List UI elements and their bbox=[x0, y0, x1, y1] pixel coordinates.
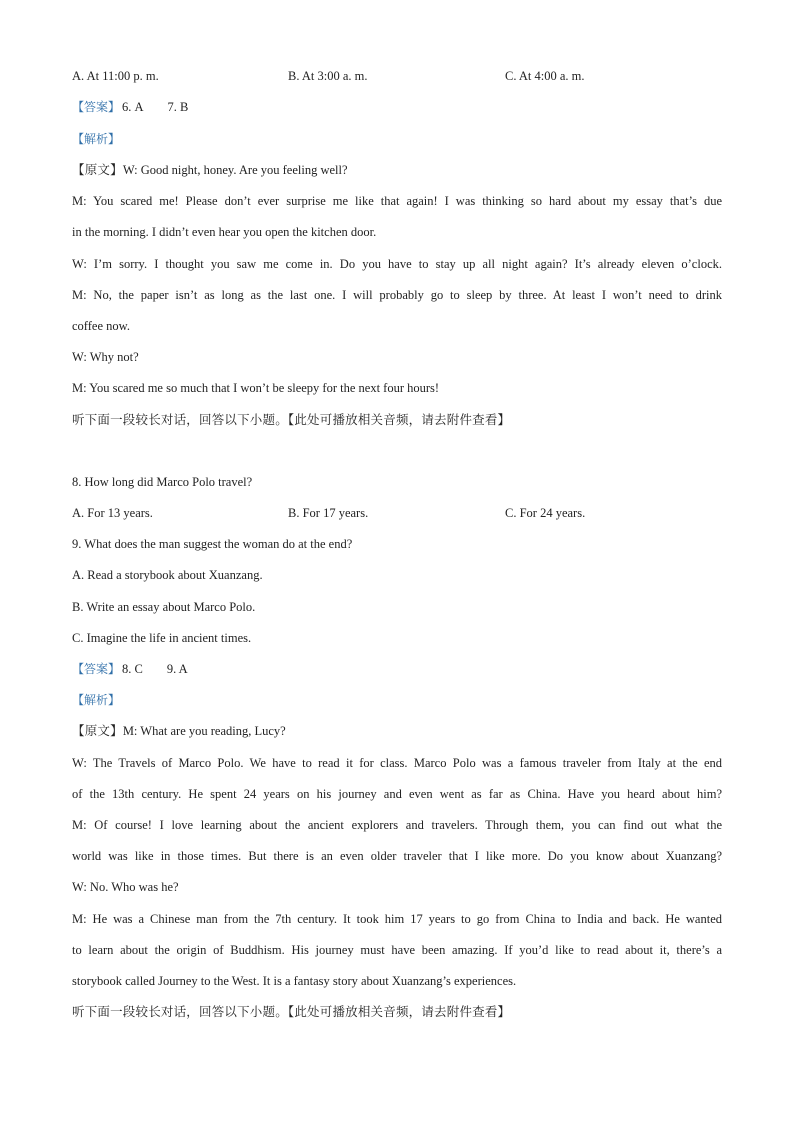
listening-instruction-2: 听下面一段较长对话，回答以下小题。【此处可播放相关音频，请去附件查看】 bbox=[72, 1004, 511, 1019]
transcript-2-line-3: of the 13th century. He spent 24 years on his journey and even went as far as China. Have you heard about him? bbox=[72, 787, 722, 801]
transcript-text: W: Good night, honey. Are you feeling well? bbox=[122, 163, 348, 177]
q7-option-b: B. At 3:00 a. m. bbox=[288, 69, 368, 83]
transcript-2-line-7: M: He was a Chinese man from the 7th century. It took him 17 years to go from China to India and back. He wanted bbox=[72, 912, 722, 926]
transcript-1-line-8: M: You scared me so much that I won’t be sleepy for the next four hours! bbox=[72, 381, 440, 395]
transcript-2-line-8: to learn about the origin of Buddhism. His journey must have been amazing. If you’d like to read about it, there’s a bbox=[72, 943, 722, 957]
transcript-1-line-4: W: I’m sorry. I thought you saw me come in. Do you have to stay up all night again? It’s already eleven o’clock. bbox=[72, 257, 722, 271]
analysis-tag-1 bbox=[72, 131, 722, 147]
answer-tag: 【答案】 bbox=[72, 662, 121, 676]
analysis-tag-2 bbox=[72, 692, 722, 708]
q8-question: 8. How long did Marco Polo travel? bbox=[72, 475, 253, 489]
q8-option-c: C. For 24 years. bbox=[505, 506, 586, 520]
q8-option-b: B. For 17 years. bbox=[288, 506, 369, 520]
listening-instruction-1: 听下面一段较长对话，回答以下小题。【此处可播放相关音频，请去附件查看】 bbox=[72, 412, 511, 427]
analysis-label: 【解析】 bbox=[72, 132, 121, 146]
transcript-2-line-6: W: No. Who was he? bbox=[72, 880, 179, 894]
original-tag: 【原文】 bbox=[72, 162, 123, 177]
transcript-2-line-9: storybook called Journey to the West. It is a fantasy story about Xuanzang’s experiences. bbox=[72, 974, 517, 988]
q9-option-c: C. Imagine the life in ancient times. bbox=[72, 631, 252, 645]
answer-value-7: 7. B bbox=[167, 100, 189, 114]
transcript-1-line-5: M: No, the paper isn’t as long as the last one. I will probably go to sleep by three. At least I won’t need to drink bbox=[72, 288, 722, 302]
transcript-2-line-1 bbox=[72, 723, 722, 739]
analysis-label: 【解析】 bbox=[72, 693, 121, 707]
q8-option-a: A. For 13 years. bbox=[72, 506, 153, 520]
transcript-1-line-6: coffee now. bbox=[72, 319, 130, 333]
answer-value-8: 8. C bbox=[122, 662, 143, 676]
answer-value-6: 6. A bbox=[122, 100, 144, 114]
answer-tag: 【答案】 bbox=[72, 100, 121, 114]
answer-line-1 bbox=[72, 99, 722, 115]
q9-option-a: A. Read a storybook about Xuanzang. bbox=[72, 568, 263, 582]
answer-value-9: 9. A bbox=[166, 662, 188, 676]
transcript-1-line-3: in the morning. I didn’t even hear you open the kitchen door. bbox=[72, 225, 377, 239]
original-tag: 【原文】 bbox=[72, 723, 123, 738]
q7-option-a: A. At 11:00 p. m. bbox=[72, 69, 159, 83]
transcript-2-line-5: world was like in those times. But there is an even older traveler that I like more. Do you know about Xuanzang? bbox=[72, 849, 722, 863]
transcript-1-line-2: M: You scared me! Please don’t ever surprise me like that again! I was thinking so hard about my essay that’s due bbox=[72, 194, 722, 208]
q9-question: 9. What does the man suggest the woman do at the end? bbox=[72, 537, 353, 551]
transcript-2-line-4: M: Of course! I love learning about the ancient explorers and travelers. Through them, you can find out what the bbox=[72, 818, 722, 832]
q7-option-c: C. At 4:00 a. m. bbox=[505, 69, 585, 83]
transcript-1-line-7: W: Why not? bbox=[72, 350, 139, 364]
transcript-1-line-1 bbox=[72, 162, 722, 178]
transcript-text: M: What are you reading, Lucy? bbox=[122, 724, 286, 738]
answer-line-2 bbox=[72, 661, 722, 677]
q9-option-b: B. Write an essay about Marco Polo. bbox=[72, 600, 256, 614]
transcript-2-line-2: W: The Travels of Marco Polo. We have to read it for class. Marco Polo was a famous traveler from Italy at the end bbox=[72, 756, 722, 770]
